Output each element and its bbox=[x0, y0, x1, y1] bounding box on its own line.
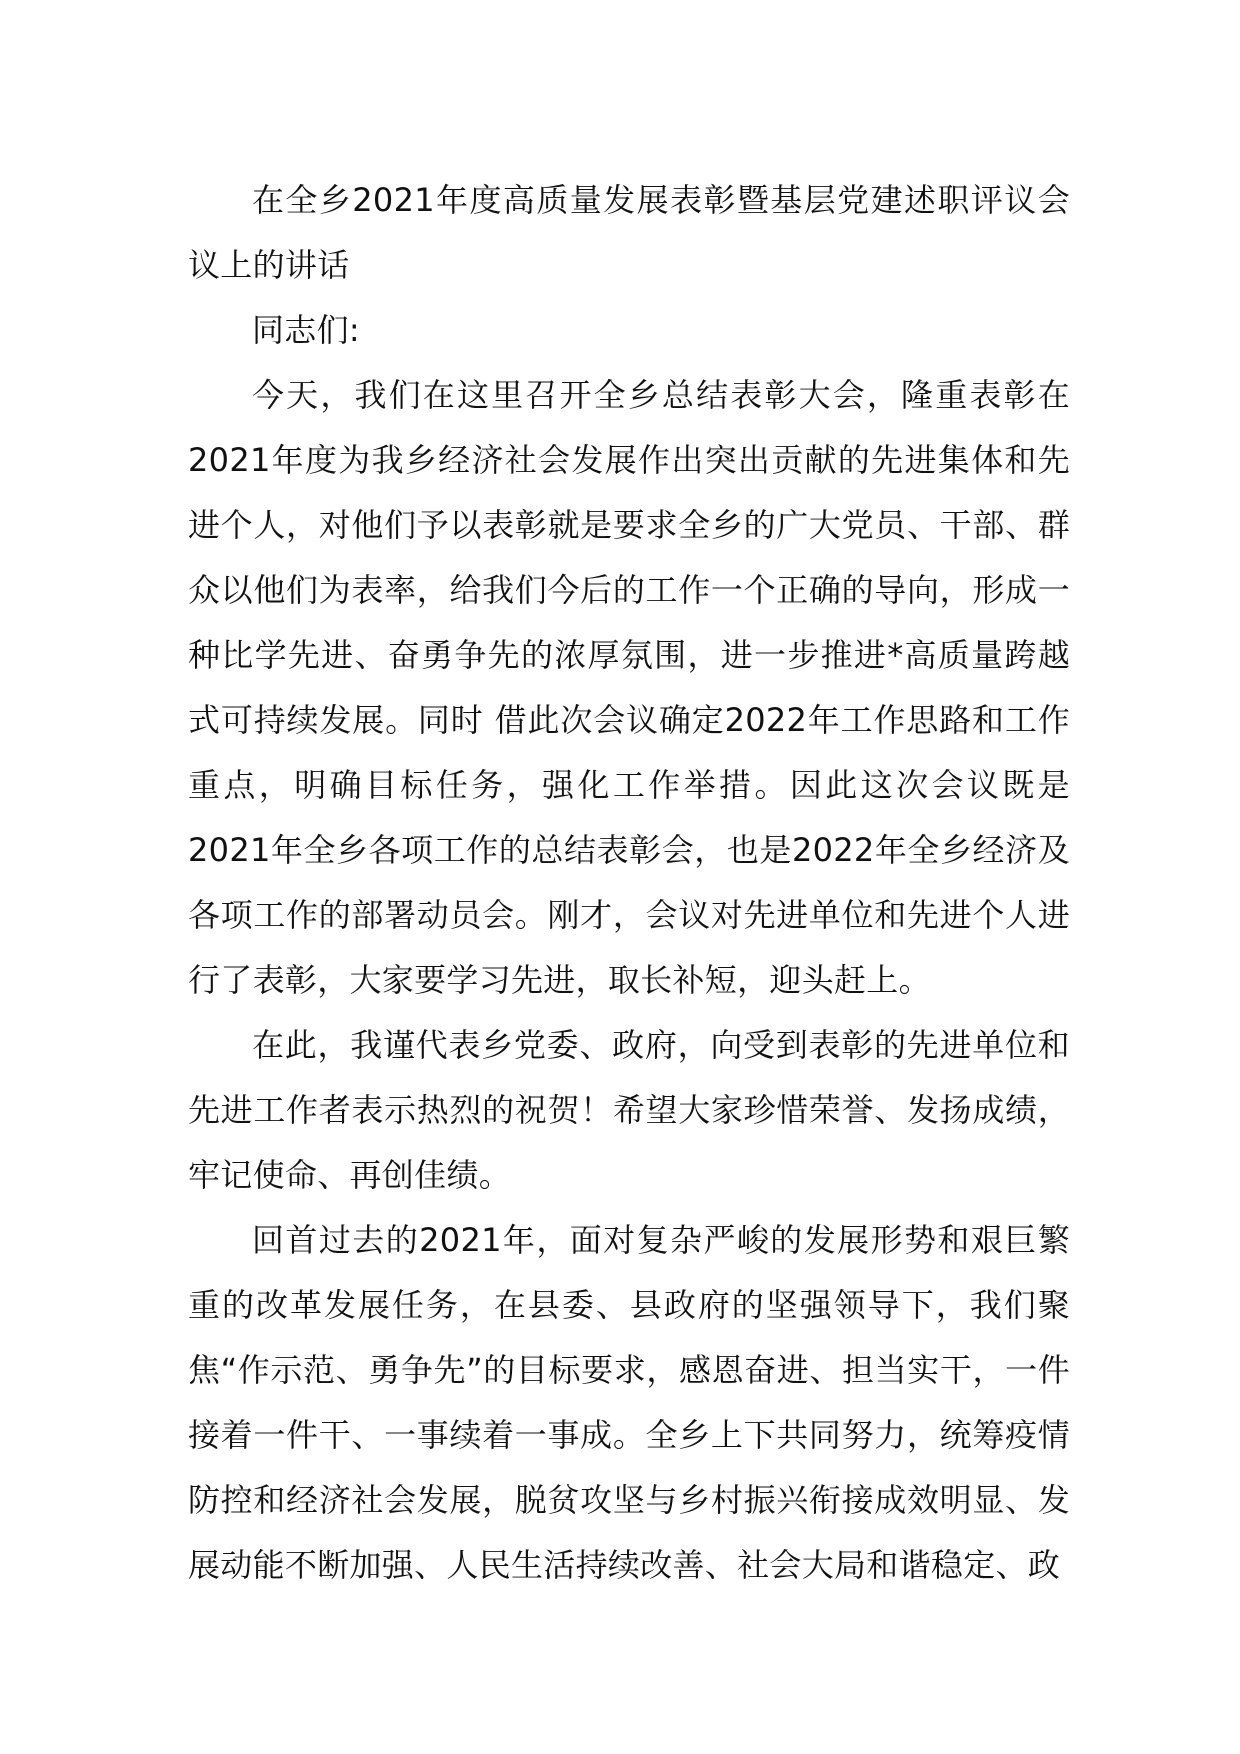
paragraph-2: 在此，我谨代表乡党委、政府，向受到表彰的先进单位和先进工作者表示热烈的祝贺！希望大家珍惜荣誉、发扬成绩，牢记使命、再创佳绩。 bbox=[188, 1026, 1070, 1194]
document-body bbox=[188, 168, 1070, 1598]
paragraph-1: 今天，我们在这里召开全乡总结表彰大会，隆重表彰在2021年度为我乡经济社会发展作出突出贡献的先进集体和先进个人，对他们予以表彰就是要求全乡的广大党员、干部、群众以他们为表率，给我们今后的工作一个正确的导向，形成一种比学先进、奋勇争先的浓厚氛围，进一步推进*高质量跨越式可持续发展。同时 借此次会议确定2022年工作思路和工作重点，明确目标任务，强化工作举措。因此这次会议既是2021年全乡各项工作的总结表彰会，也是2022年全乡经济及各项工作的部署动员会。刚才，会议对先进单位和先进个人进行了表彰，大家要学习先进，取长补短，迎头赶上。 bbox=[188, 376, 1070, 999]
document-title: 在全乡2021年度高质量发展表彰暨基层党建述职评议会议上的讲话 bbox=[188, 181, 1070, 284]
paragraph-3: 回首过去的2021年，面对复杂严峻的发展形势和艰巨繁重的改革发展任务，在县委、县政府的坚强领导下，我们聚焦“作示范、勇争先”的目标要求，感恩奋进、担当实干，一件接着一件干、一事续着一事成。全乡上下共同努力，统筹疫情防控和经济社会发展，脱贫攻坚与乡村振兴衔接成效明显、发展动能不断加强、人民生活持续改善、社会大局和谐稳定、政 bbox=[188, 1221, 1070, 1584]
salutation: 同志们: bbox=[252, 311, 360, 349]
